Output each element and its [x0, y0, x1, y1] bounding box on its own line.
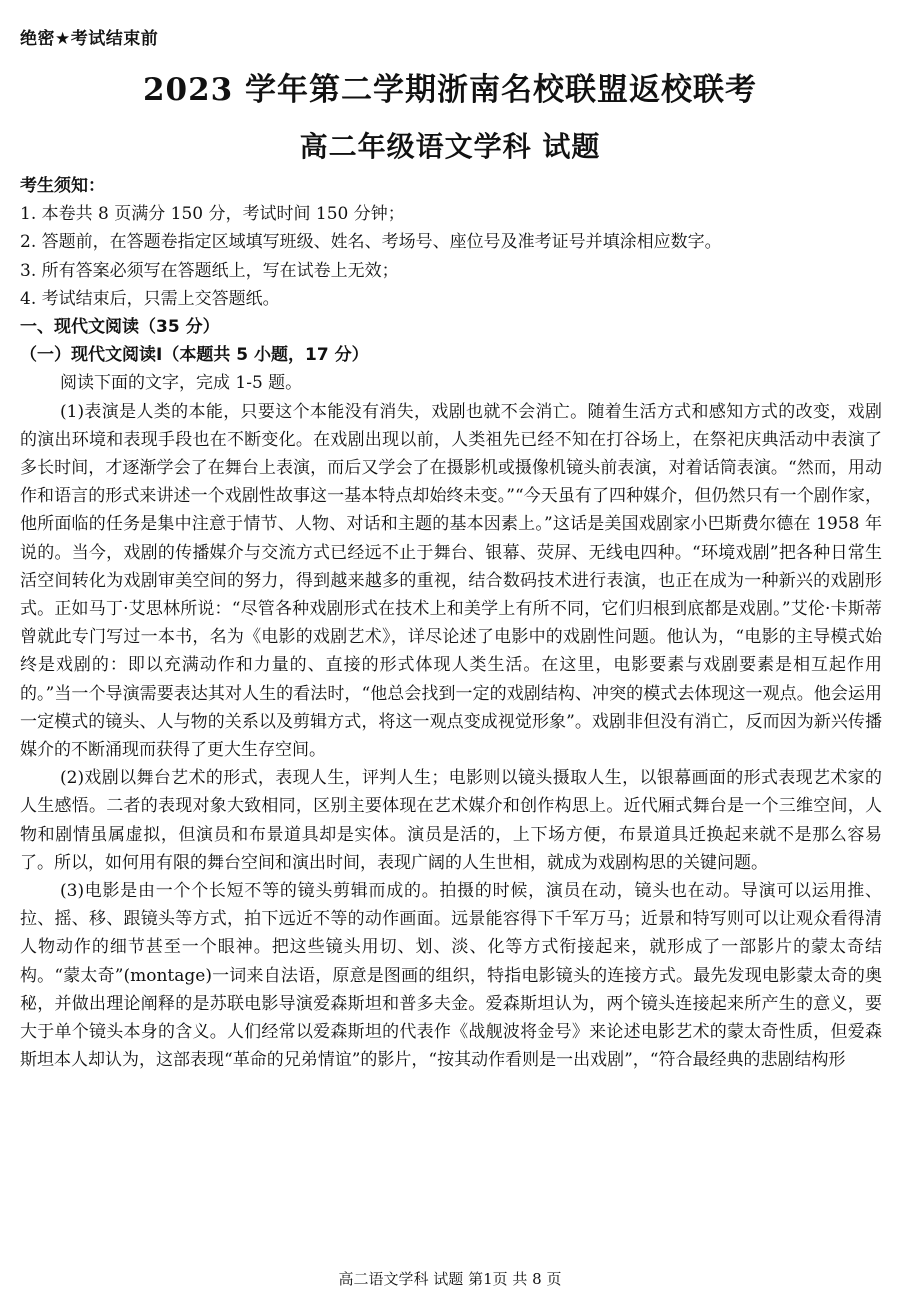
notice-item: 4. 考试结束后，只需上交答题纸。 — [20, 288, 280, 309]
paragraph-1: (1)表演是人类的本能，只要这个本能没有消失，戏剧也就不会消亡。随着生活方式和感知方式的改变，戏剧的演出环境和表现手段也在不断变化。在戏剧出现以前，人类祖先已经不知在打谷场上，在祭祀庆典活动中表演了多长时间，才逐渐学会了在舞台上表演，而后又学会了在摄影机或摄像机镜头前表演，对着话筒表演。“然而，用动作和语言的形式来讲述一个戏剧性故事这一基本特点却始终未变。”“今天虽有了四种媒介，但仍然只有一个剧作家，他所面临的任务是集中注意于情节、人物、对话和主题的基本因素上。”这话是美国戏剧家小巴斯费尔德在 1958 年说的。当今，戏剧的传播媒介与交流方式已经远不止于舞台、银幕、荧屏、无线电四种。“环境戏剧”把各种日常生活空间转化为戏剧审美空间的努力，得到越来越多的重视，结合数码技术进行表演，也正在成为一种新兴的戏剧形式。正如马丁·艾思林所说：“尽管各种戏剧形式在技术上和美学上有所不同，它们归根到底都是戏剧。”艾伦·卡斯蒂曾就此专门写过一本书，名为《电影的戏剧艺术》，详尽论述了电影中的戏剧性问题。他认为，“电影的主导模式始终是戏剧的：即以充满动作和力量的、直接的形式体现人类生活。在这里，电影要素与戏剧要素是相互起作用的。”当一个导演需要表达其对人生的看法时，“他总会找到一定的戏剧结构、冲突的模式去体现这一观点。他会运用一定模式的镜头、人与物的关系以及剪辑方式，将这一观点变成视觉形象”。戏剧非但没有消亡，反而因为新兴传播媒介的不断涌现而获得了更大生存空间。 — [20, 401, 882, 761]
reading-instruction: 阅读下面的文字，完成 1-5 题。 — [60, 373, 303, 394]
page-footer: 高二语文学科 试题 第1页 共 8 页 — [338, 1270, 562, 1288]
confidential-label: 绝密★考试结束前 — [20, 29, 159, 49]
notice-item: 1. 本卷共 8 页满分 150 分，考试时间 150 分钟； — [20, 204, 405, 225]
exam-subtitle: 高二年级语文学科 试题 — [299, 130, 601, 163]
notice-item: 3. 所有答案必须写在答题纸上，写在试卷上无效； — [20, 260, 399, 281]
section-heading: 一、现代文阅读（35 分） — [20, 317, 220, 338]
paragraph-3: (3)电影是由一个个长短不等的镜头剪辑而成的。拍摄的时候，演员在动，镜头也在动。导演可以运用推、拉、摇、移、跟镜头等方式，拍下远近不等的动作画面。远景能容得下千军万马；近景和特写则可以让观众看得清人物动作的细节甚至一个眼神。把这些镜头用切、划、淡、化等方式衔接起来，就形成了一部影片的蒙太奇结构。“蒙太奇”(montage)一词来自法语，原意是图画的组织，特指电影镜头的连接方式。最先发现电影蒙太奇的奥秘，并做出理论阐释的是苏联电影导演爱森斯坦和普多夫金。爱森斯坦认为，两个镜头连接起来所产生的意义，要大于单个镜头本身的含义。人们经常以爱森斯坦的代表作《战舰波将金号》来论述电影艺术的蒙太奇性质，但爱森斯坦本人却认为，这部表现“革命的兄弟情谊”的影片，“按其动作看则是一出戏剧”，“符合最经典的悲剧结构形 — [20, 881, 882, 1071]
section-subheading: （一）现代文阅读Ⅰ（本题共 5 小题，17 分） — [20, 345, 369, 366]
page-content — [20, 172, 882, 1075]
exam-title: 2023 学年第二学期浙南名校联盟返校联考 — [142, 72, 758, 108]
notice-item: 2. 答题前，在答题卷指定区域填写班级、姓名、考场号、座位号及准考证号并填涂相应数字。 — [20, 232, 722, 253]
notice-heading: 考生须知： — [20, 176, 105, 196]
paragraph-2: (2)戏剧以舞台艺术的形式，表现人生，评判人生；电影则以镜头摄取人生，以银幕画面的形式表现艺术家的人生感悟。二者的表现对象大致相同，区别主要体现在艺术媒介和创作构思上。近代厢式舞台是一个三维空间，人物和剧情虽属虚拟，但演员和布景道具却是实体。演员是活的，上下场方便，布景道具迁换起来就不是那么容易了。所以，如何用有限的舞台空间和演出时间，表现广阔的人生世相，就成为戏剧构思的关键问题。 — [20, 768, 882, 873]
